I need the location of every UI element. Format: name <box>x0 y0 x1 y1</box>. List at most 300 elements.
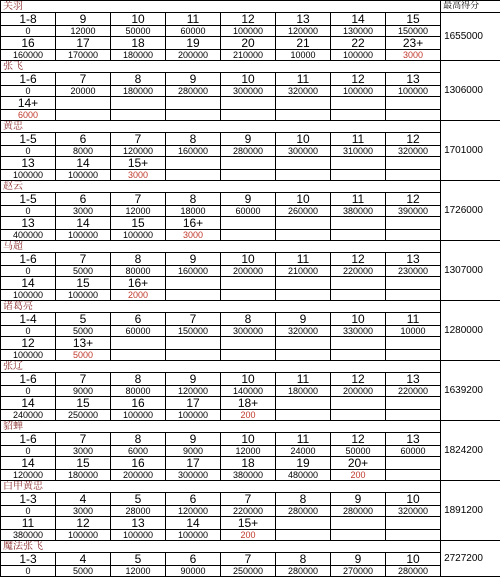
level-cell: 9 <box>56 13 111 26</box>
value-cell: 50000 <box>111 26 166 37</box>
value-cell: 0 <box>1 386 56 397</box>
value-cell: 210000 <box>276 266 331 277</box>
value-cell: 28000 <box>111 506 166 517</box>
level-cell: 15 <box>56 277 111 290</box>
value-row <box>1 206 500 217</box>
name-row-blank <box>56 61 441 73</box>
hero-max-score: 1639200 <box>441 361 500 421</box>
value-cell <box>276 530 331 541</box>
value-cell: 18000 <box>166 206 221 217</box>
value-cell <box>276 170 331 181</box>
level-cell: 12 <box>1 337 56 350</box>
level-row <box>1 217 500 230</box>
value-cell: 120000 <box>276 26 331 37</box>
level-cell: 1-5 <box>1 193 56 206</box>
value-cell: 200000 <box>166 50 221 61</box>
level-cell: 14 <box>1 277 56 290</box>
value-cell: 60000 <box>166 26 221 37</box>
value-row <box>1 350 500 361</box>
value-cell: 300000 <box>221 326 276 337</box>
name-row-blank <box>56 241 441 253</box>
value-row <box>1 290 500 301</box>
value-cell: 150000 <box>386 26 441 37</box>
level-cell: 6 <box>166 553 221 566</box>
hero-name-row <box>1 301 500 313</box>
value-cell <box>221 350 276 361</box>
level-cell <box>221 97 276 110</box>
level-cell: 7 <box>56 253 111 266</box>
level-cell <box>221 217 276 230</box>
level-cell: 14+ <box>1 97 56 110</box>
value-cell: 380000 <box>221 470 276 481</box>
level-cell <box>386 217 441 230</box>
value-cell: 80000 <box>111 386 166 397</box>
value-cell: 280000 <box>166 86 221 97</box>
value-cell <box>386 170 441 181</box>
level-cell: 15 <box>111 217 166 230</box>
level-cell: 6 <box>166 493 221 506</box>
level-cell <box>276 277 331 290</box>
table-body <box>1 1 500 577</box>
level-cell: 12 <box>331 253 386 266</box>
value-cell: 12000 <box>221 446 276 457</box>
level-cell: 12 <box>331 373 386 386</box>
value-cell: 8000 <box>56 146 111 157</box>
value-cell <box>331 110 386 121</box>
level-cell: 17 <box>166 397 221 410</box>
level-cell: 11 <box>331 133 386 146</box>
hero-max-score: 1306000 <box>441 61 500 121</box>
hero-max-score: 1701000 <box>441 121 500 181</box>
hero-name: 诸葛亮 <box>1 301 56 313</box>
name-row-blank <box>56 301 441 313</box>
level-row <box>1 337 500 350</box>
level-row <box>1 493 500 506</box>
level-cell: 12 <box>221 13 276 26</box>
value-cell <box>386 230 441 241</box>
name-row-blank <box>56 481 441 493</box>
value-cell: 100000 <box>56 290 111 301</box>
value-row <box>1 326 500 337</box>
value-cell: 2000 <box>111 290 166 301</box>
value-cell: 60000 <box>386 446 441 457</box>
value-cell: 6000 <box>1 110 56 121</box>
value-cell: 12000 <box>111 206 166 217</box>
level-cell: 10 <box>331 313 386 326</box>
level-cell <box>386 157 441 170</box>
level-cell: 9 <box>166 373 221 386</box>
name-row-blank <box>56 1 441 13</box>
level-cell: 10 <box>386 553 441 566</box>
level-cell: 13 <box>1 157 56 170</box>
value-cell: 0 <box>1 146 56 157</box>
value-cell: 100000 <box>331 50 386 61</box>
level-cell: 12 <box>331 433 386 446</box>
level-cell: 14 <box>1 457 56 470</box>
value-row <box>1 110 500 121</box>
level-cell <box>221 337 276 350</box>
value-row <box>1 230 500 241</box>
value-cell: 200000 <box>331 386 386 397</box>
hero-name-row <box>1 421 500 433</box>
level-row <box>1 37 500 50</box>
value-cell: 120000 <box>166 386 221 397</box>
value-cell: 9000 <box>56 386 111 397</box>
value-cell: 200 <box>331 470 386 481</box>
value-cell <box>386 350 441 361</box>
level-cell <box>331 337 386 350</box>
value-row <box>1 506 500 517</box>
level-cell: 7 <box>166 313 221 326</box>
value-cell: 300000 <box>221 86 276 97</box>
value-cell: 100000 <box>221 26 276 37</box>
value-cell: 9000 <box>166 446 221 457</box>
level-cell <box>386 517 441 530</box>
value-cell: 380000 <box>331 206 386 217</box>
value-cell: 250000 <box>221 566 276 577</box>
value-cell <box>166 110 221 121</box>
level-cell <box>386 277 441 290</box>
value-cell: 160000 <box>166 146 221 157</box>
value-cell: 100000 <box>1 170 56 181</box>
level-cell: 7 <box>56 433 111 446</box>
hero-max-score: 1307000 <box>441 241 500 301</box>
value-cell: 210000 <box>221 50 276 61</box>
level-cell <box>331 397 386 410</box>
value-cell: 280000 <box>386 566 441 577</box>
level-cell: 8 <box>276 553 331 566</box>
level-cell: 13 <box>386 373 441 386</box>
level-cell: 9 <box>166 73 221 86</box>
level-row <box>1 313 500 326</box>
value-cell: 100000 <box>166 410 221 421</box>
value-cell: 100000 <box>111 230 166 241</box>
value-cell: 280000 <box>276 506 331 517</box>
level-cell: 14 <box>166 517 221 530</box>
value-cell: 100000 <box>331 86 386 97</box>
value-cell: 0 <box>1 86 56 97</box>
level-cell: 9 <box>221 133 276 146</box>
level-cell <box>276 217 331 230</box>
level-cell: 9 <box>166 433 221 446</box>
value-cell <box>386 470 441 481</box>
level-cell: 13 <box>386 433 441 446</box>
value-cell: 5000 <box>56 266 111 277</box>
level-cell: 15 <box>56 397 111 410</box>
value-cell: 3000 <box>111 170 166 181</box>
level-cell: 10 <box>221 253 276 266</box>
level-cell: 10 <box>276 133 331 146</box>
level-cell: 10 <box>111 13 166 26</box>
value-cell: 3000 <box>56 206 111 217</box>
value-cell: 3000 <box>56 446 111 457</box>
value-row <box>1 566 500 577</box>
value-cell: 320000 <box>386 506 441 517</box>
level-cell: 11 <box>276 73 331 86</box>
level-cell: 14 <box>1 397 56 410</box>
hero-name-row <box>1 541 500 553</box>
value-cell <box>331 530 386 541</box>
value-row <box>1 386 500 397</box>
value-cell <box>386 290 441 301</box>
level-cell <box>331 517 386 530</box>
level-cell <box>276 337 331 350</box>
value-cell: 12000 <box>56 26 111 37</box>
level-cell: 16 <box>111 457 166 470</box>
value-cell: 300000 <box>276 146 331 157</box>
hero-name: 白甲黄忠 <box>1 481 56 493</box>
value-cell <box>331 230 386 241</box>
hero-name-row <box>1 481 500 493</box>
level-cell: 1-3 <box>1 493 56 506</box>
value-cell <box>386 530 441 541</box>
value-cell: 120000 <box>1 470 56 481</box>
name-row-blank <box>56 121 441 133</box>
hero-name: 赵云 <box>1 181 56 193</box>
level-cell: 10 <box>221 373 276 386</box>
name-row-blank <box>56 181 441 193</box>
level-cell: 11 <box>276 433 331 446</box>
level-cell: 15+ <box>111 157 166 170</box>
level-cell: 9 <box>166 253 221 266</box>
level-cell: 16+ <box>166 217 221 230</box>
level-cell: 7 <box>56 373 111 386</box>
level-cell: 11 <box>276 373 331 386</box>
value-cell <box>331 290 386 301</box>
value-cell: 390000 <box>386 206 441 217</box>
hero-name: 貂蝉 <box>1 421 56 433</box>
value-cell: 200000 <box>111 470 166 481</box>
level-cell <box>331 277 386 290</box>
level-cell: 9 <box>221 193 276 206</box>
level-cell: 12 <box>386 193 441 206</box>
level-cell: 1-5 <box>1 133 56 146</box>
hero-max-score: 1280000 <box>441 301 500 361</box>
value-cell <box>331 170 386 181</box>
level-row <box>1 457 500 470</box>
hero-name-row <box>1 121 500 133</box>
level-row <box>1 73 500 86</box>
level-cell <box>56 97 111 110</box>
level-cell: 16+ <box>111 277 166 290</box>
level-cell: 20+ <box>331 457 386 470</box>
value-cell: 100000 <box>1 290 56 301</box>
hero-name-row <box>1 181 500 193</box>
level-cell: 8 <box>221 313 276 326</box>
value-cell: 200 <box>221 530 276 541</box>
level-cell: 15+ <box>221 517 276 530</box>
value-cell: 260000 <box>276 206 331 217</box>
value-cell: 330000 <box>331 326 386 337</box>
level-cell: 16 <box>111 397 166 410</box>
level-cell: 1-6 <box>1 373 56 386</box>
level-cell: 1-6 <box>1 253 56 266</box>
level-cell <box>331 157 386 170</box>
level-cell <box>166 337 221 350</box>
level-cell <box>331 97 386 110</box>
level-cell: 12 <box>56 517 111 530</box>
value-cell: 50000 <box>331 446 386 457</box>
level-cell: 8 <box>111 73 166 86</box>
level-cell <box>111 337 166 350</box>
level-cell: 11 <box>386 313 441 326</box>
level-cell: 7 <box>111 133 166 146</box>
value-cell <box>111 350 166 361</box>
value-cell: 160000 <box>166 266 221 277</box>
level-cell: 9 <box>331 553 386 566</box>
value-row <box>1 530 500 541</box>
level-cell: 6 <box>56 193 111 206</box>
value-cell <box>386 110 441 121</box>
level-row <box>1 97 500 110</box>
value-row <box>1 170 500 181</box>
level-cell: 1-3 <box>1 553 56 566</box>
level-cell: 11 <box>331 193 386 206</box>
hero-name-row <box>1 361 500 373</box>
level-cell <box>386 397 441 410</box>
level-row <box>1 13 500 26</box>
value-row <box>1 410 500 421</box>
level-cell <box>166 97 221 110</box>
value-cell <box>276 230 331 241</box>
level-row <box>1 553 500 566</box>
value-cell: 280000 <box>331 506 386 517</box>
value-cell: 320000 <box>386 146 441 157</box>
level-cell: 13 <box>276 13 331 26</box>
level-cell <box>166 277 221 290</box>
value-cell: 200000 <box>221 266 276 277</box>
level-cell: 22 <box>331 37 386 50</box>
level-cell: 16 <box>1 37 56 50</box>
level-row <box>1 397 500 410</box>
level-cell <box>386 97 441 110</box>
level-cell: 5 <box>111 553 166 566</box>
value-cell <box>221 170 276 181</box>
hero-name: 张飞 <box>1 61 56 73</box>
value-cell: 180000 <box>56 470 111 481</box>
hero-name: 马超 <box>1 241 56 253</box>
level-cell: 15 <box>56 457 111 470</box>
level-cell: 15 <box>386 13 441 26</box>
value-cell: 140000 <box>221 386 276 397</box>
level-cell: 5 <box>111 493 166 506</box>
level-cell: 7 <box>111 193 166 206</box>
level-cell: 13 <box>111 517 166 530</box>
name-row-blank <box>56 541 441 553</box>
value-cell <box>331 350 386 361</box>
hero-max-score: 2727200 <box>441 541 500 577</box>
value-cell: 5000 <box>56 350 111 361</box>
level-cell: 7 <box>56 73 111 86</box>
value-cell <box>166 350 221 361</box>
value-cell: 240000 <box>1 410 56 421</box>
level-cell: 11 <box>166 13 221 26</box>
level-cell <box>276 517 331 530</box>
value-cell: 180000 <box>276 386 331 397</box>
level-row <box>1 277 500 290</box>
level-cell: 17 <box>56 37 111 50</box>
level-row <box>1 433 500 446</box>
value-cell: 3000 <box>166 230 221 241</box>
level-cell: 1-6 <box>1 433 56 446</box>
level-row <box>1 373 500 386</box>
value-cell: 0 <box>1 446 56 457</box>
value-cell: 130000 <box>331 26 386 37</box>
level-cell <box>276 97 331 110</box>
level-cell: 19 <box>276 457 331 470</box>
level-cell: 9 <box>276 313 331 326</box>
value-cell: 100000 <box>166 530 221 541</box>
value-cell: 120000 <box>166 506 221 517</box>
value-cell: 100000 <box>56 230 111 241</box>
level-cell: 5 <box>56 313 111 326</box>
level-cell: 4 <box>56 553 111 566</box>
hero-name: 黄忠 <box>1 121 56 133</box>
level-cell: 18 <box>111 37 166 50</box>
value-cell: 10000 <box>276 50 331 61</box>
value-cell: 310000 <box>331 146 386 157</box>
level-cell: 4 <box>56 493 111 506</box>
hero-max-score: 1726000 <box>441 181 500 241</box>
hero-name-row <box>1 1 500 13</box>
name-row-blank <box>56 421 441 433</box>
value-cell: 0 <box>1 26 56 37</box>
level-cell: 10 <box>221 73 276 86</box>
value-cell: 0 <box>1 506 56 517</box>
hero-name-row <box>1 61 500 73</box>
level-cell: 7 <box>221 493 276 506</box>
value-cell: 400000 <box>1 230 56 241</box>
value-cell: 170000 <box>56 50 111 61</box>
level-cell <box>386 457 441 470</box>
level-cell: 1-6 <box>1 73 56 86</box>
level-cell: 10 <box>276 193 331 206</box>
value-cell <box>276 350 331 361</box>
level-cell <box>276 157 331 170</box>
value-cell <box>111 110 166 121</box>
value-cell: 200 <box>221 410 276 421</box>
level-cell <box>221 277 276 290</box>
level-cell: 17 <box>166 457 221 470</box>
level-row <box>1 157 500 170</box>
value-cell: 90000 <box>166 566 221 577</box>
level-cell: 10 <box>221 433 276 446</box>
value-cell <box>276 290 331 301</box>
level-cell: 8 <box>166 193 221 206</box>
value-cell: 220000 <box>331 266 386 277</box>
value-row <box>1 146 500 157</box>
value-cell: 180000 <box>111 50 166 61</box>
value-cell: 0 <box>1 206 56 217</box>
level-cell: 13 <box>386 73 441 86</box>
value-cell: 280000 <box>276 566 331 577</box>
level-cell: 13+ <box>56 337 111 350</box>
value-cell <box>56 110 111 121</box>
value-cell: 0 <box>1 266 56 277</box>
level-cell: 1-8 <box>1 13 56 26</box>
hero-name: 魔法张飞 <box>1 541 56 553</box>
hero-max-score: 1655000 <box>441 13 500 61</box>
value-cell: 100000 <box>56 530 111 541</box>
level-cell: 1-4 <box>1 313 56 326</box>
level-cell: 12 <box>331 73 386 86</box>
value-cell: 10000 <box>386 326 441 337</box>
value-cell: 20000 <box>56 86 111 97</box>
value-cell: 12000 <box>111 566 166 577</box>
value-row <box>1 86 500 97</box>
value-cell: 0 <box>1 566 56 577</box>
value-cell: 250000 <box>56 410 111 421</box>
